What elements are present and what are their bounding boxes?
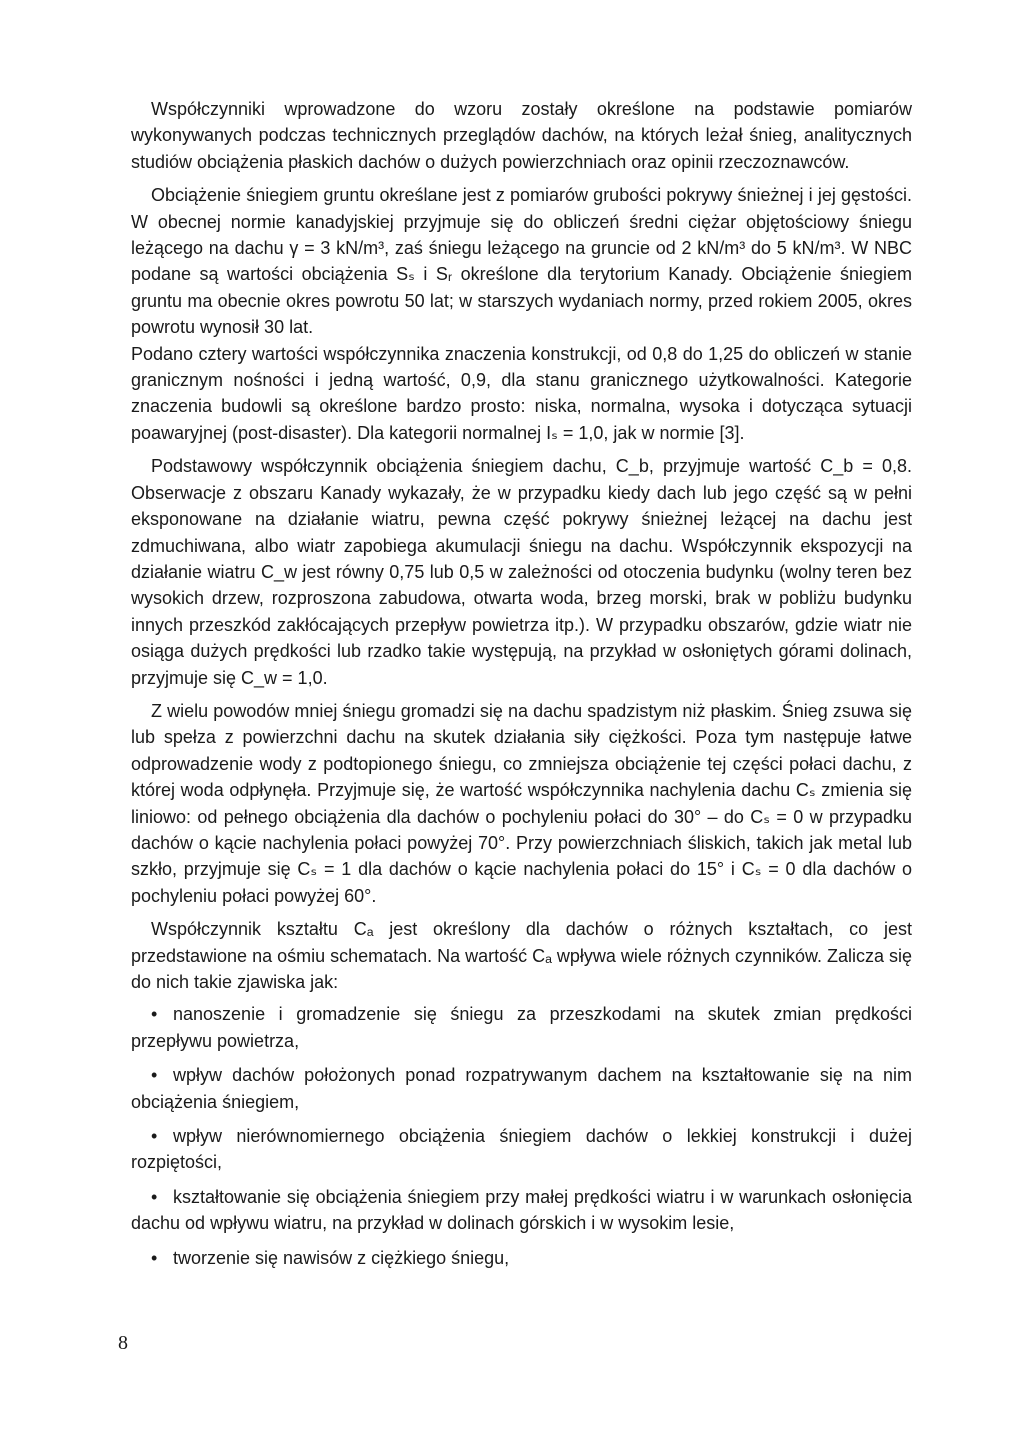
paragraph-importance-factor: Podano cztery wartości współczynnika znaczenia konstrukcji, od 0,8 do 1,25 do obliczeń w stanie granicznym nośności i jedną wartość, 0,9, dla stanu granicznego użytkowalności. Kategorie znaczenia budowli są określone bardzo prosto: niska, normalna, wysoka i dotycząca sytuacji poawaryjnej (post-disaster). Dla kategorii normalnej Iₛ = 1,0, jak w normie [3]. xyxy=(131,343,912,443)
paragraph-ground-snow-load: Obciążenie śniegiem gruntu określane jest z pomiarów grubości pokrywy śnieżnej i jej gęstości. W obecnej normie kanadyjskiej przyjmuje się do obliczeń średni ciężar objętościowy śniegu leżącego na dachu γ = 3 kN/m³, zaś śniegu leżącego na gruncie od 2 kN/m³ do 5 kN/m³. W NBC podane są wartości obciążenia Sₛ i Sᵣ określone dla terytorium Kanady. Obciążenie śniegiem gruntu ma obecnie okres powrotu 50 lat; w starszych wydaniach normy, przed rokiem 2005, okres powrotu wynosił 30 lat. xyxy=(131,185,912,338)
page-number: 8 xyxy=(118,1332,128,1354)
list-item-text: wpływ nierównomiernego obciążenia śniegiem dachów o lekkiej konstrukcji i dużej rozpiętości, xyxy=(131,1126,912,1173)
list-item-text: wpływ dachów położonych ponad rozpatrywanym dachem na kształtowanie się na nim obciążenia śniegiem, xyxy=(131,1065,912,1112)
bullet-icon: • xyxy=(151,1126,158,1147)
list-item xyxy=(131,1062,912,1115)
list-item xyxy=(131,1001,912,1054)
list-item xyxy=(131,1245,912,1271)
list-item-text: tworzenie się nawisów z ciężkiego śniegu, xyxy=(173,1247,510,1268)
page-body xyxy=(131,96,912,1279)
paragraph-shape-factor: Współczynnik kształtu Cₐ jest określony dla dachów o różnych kształtach, co jest przedstawione na ośmiu schematach. Na wartość Cₐ wpływa wiele różnych czynników. Zalicza się do nich takie zjawiska jak: xyxy=(131,919,913,992)
list-item xyxy=(131,1184,912,1237)
list-item xyxy=(131,1123,912,1176)
paragraph-coefficients-intro: Współczynniki wprowadzone do wzoru zostały określone na podstawie pomiarów wykonywanych podczas technicznych przeglądów dachów, na których leżał śnieg, analitycznych studiów obciążenia płaskich dachów o dużych powierzchniach oraz opinii rzeczoznawców. xyxy=(131,99,912,172)
paragraph-roof-slope-factor: Z wielu powodów mniej śniegu gromadzi się na dachu spadzistym niż płaskim. Śnieg zsuwa się lub spełza z powierzchni dachu na skutek działania siły ciężkości. Poza tym następuje łatwe odprowadzenie wody z podtopionego śniegu, co zmniejsza obciążenie tej części połaci dachu, z której woda odpłynęła. Przyjmuje się, że wartość współczynnika nachylenia dachu Cₛ zmienia się liniowo: od pełnego obciążenia dla dachów o pochyleniu połaci do 30° – do Cₛ = 0 w przypadku dachów o kącie nachylenia połaci powyżej 70°. Przy powierzchniach śliskich, takich jak metal lub szkło, przyjmuje się Cₛ = 1 dla dachów o kącie nachylenia połaci do 15° i Cₛ = 0 dla dachów o pochyleniu połaci powyżej 60°. xyxy=(131,700,912,906)
paragraph-basic-roof-factor: Podstawowy współczynnik obciążenia śniegiem dachu, C_b, przyjmuje wartość C_b = 0,8. Obserwacje z obszaru Kanady wykazały, że w przypadku kiedy dach lub jego część są w pełni eksponowane na działanie wiatru, pewna część pokrywy śnieżnej leżącej na dachu jest zdmuchiwana, albo wiatr zapobiega akumulacji śniegu na dachu. Współczynnik ekspozycji na działanie wiatru C_w jest równy 0,75 lub 0,5 w zależności od otoczenia budynku (wolny teren bez wysokich drzew, rozproszona zabudowa, otwarta woda, brzeg morski, brak w pobliżu budynku innych przeszkód zakłócających przepływ powietrza itp.). W przypadku obszarów, gdzie wiatr nie osiąga dużych prędkości lub rzadko takie występują, na przykład w osłoniętych górami dolinach, przyjmuje się C_w = 1,0. xyxy=(131,456,912,688)
bullet-icon: • xyxy=(151,1247,158,1268)
bullet-icon: • xyxy=(151,1065,158,1086)
factor-list xyxy=(131,1001,912,1271)
bullet-icon: • xyxy=(151,1186,158,1207)
bullet-icon: • xyxy=(151,1004,158,1025)
list-item-text: nanoszenie i gromadzenie się śniegu za przeszkodami na skutek zmian prędkości przepływu powietrza, xyxy=(131,1004,912,1051)
list-item-text: kształtowanie się obciążenia śniegiem przy małej prędkości wiatru i w warunkach osłonięcia dachu od wpływu wiatru, na przykład w dolinach górskich i w wysokim lesie, xyxy=(131,1186,912,1234)
